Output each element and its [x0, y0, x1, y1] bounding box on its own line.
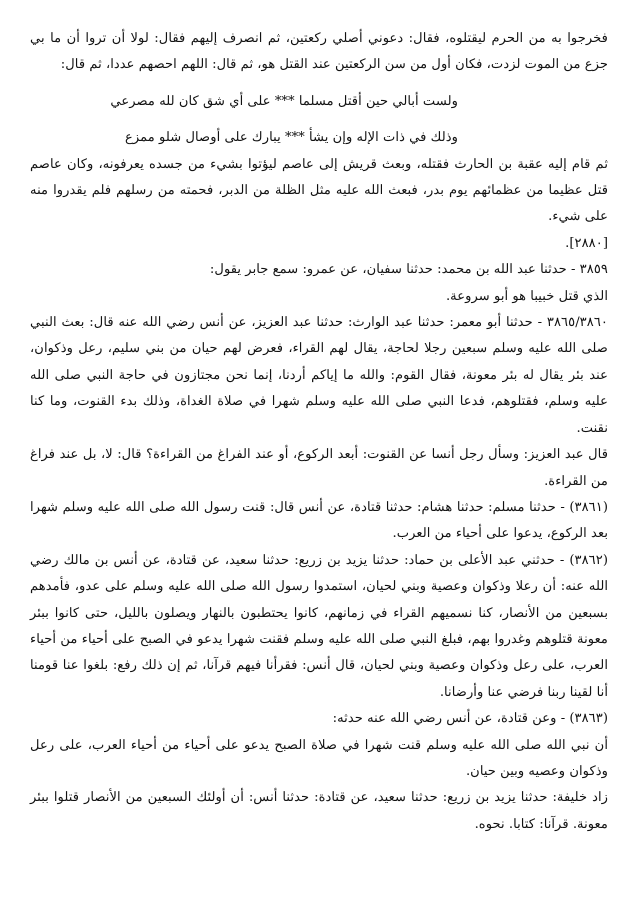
- poem-verse: وذلك في ذات الإله وإن يشأ *** يبارك على أوصال شلو ممزع: [125, 130, 458, 146]
- hadith-paragraph: قال عبد العزيز: وسأل رجل أنسا عن القنوت: أبعد الركوع، أو عند الفراغ من القراءة؟ قال: لا، بل عند فراغ من القراءة.: [30, 447, 608, 489]
- hadith-matn: أن نبي الله صلى الله عليه وسلم قنت شهرا في صلاة الصبح يدعو على أحياء من أحياء العرب، على رعل وذكوان وعصيه وبين حيان.: [30, 737, 608, 779]
- poem-verse: ولست أبالي حين أقتل مسلما *** على أي شق كان لله مصرعي: [110, 93, 458, 109]
- hadith-paragraph: (٣٨٦١) - حدثنا مسلم: حدثنا هشام: حدثنا قتادة، عن أنس قال: قنت رسول الله صلى الله عليه وسلم شهرا بعد الركوع، يدعوا على أحياء من العرب.: [30, 499, 608, 542]
- hadith-isnad: (٣٨٦٣) - وعن قتادة، عن أنس رضي الله عنه حدثه:: [332, 711, 608, 727]
- cross-reference-number: [٢٨٨٠].: [565, 235, 608, 251]
- paragraph-prose: ثم قام إليه عقبة بن الحارث فقتله، وبعث قريش إلى عاصم ليؤتوا بشيء من جسده يعرفونه، وكان عاصم قتل عظيما من عظمائهم يوم بدر، فبعث الله عليه مثل الظلة من الدبر، فحمته من رسلهم فلم يقدروا منه على شيء.: [30, 156, 608, 225]
- hadith-paragraph: (٣٨٦٢) - حدثني عبد الأعلى بن حماد: حدثنا يزيد بن زريع: حدثنا سعيد، عن قتادة، عن أنس بن مالك رضي الله عنه: أن رعلا وذكوان وعصية وبني لحيان، استمدوا رسول الله صلى الله عليه وسلم على عدو، فأمدهم بسبعين من الأنصار، كنا نسميهم القراء في زمانهم، كانوا يحتطبون بالنهار ويصلون بالليل، حتى كانوا ببئر معونة قتلوهم وغدروا بهم، فبلغ النبي صلى الله عليه وسلم فقنت شهرا يدعو في الصبح على أحياء من أحياء العرب، على رعل وذكوان وعصية وبني لحيان، قال أنس: فقرأنا فيهم قرآنا، ثم إن ذلك رفع: بلغوا عنا قومنا أنا لقينا ربنا فرضي عنا وأرضانا.: [30, 552, 608, 700]
- hadith-matn: الذي قتل خبيبا هو أبو سروعة.: [445, 288, 608, 304]
- hadith-paragraph: زاد خليفة: حدثنا يزيد بن زريع: حدثنا سعيد، عن قتادة: حدثنا أنس: أن أولئك السبعين من الأنصار قتلوا ببئر معونة. قرآنا: كتابا. نحوه.: [30, 790, 608, 832]
- hadith-isnad: ٣٨٥٩ - حدثنا عبد الله بن محمد: حدثنا سفيان، عن عمرو: سمع جابر يقول:: [209, 262, 608, 278]
- paragraph-prose: فخرجوا به من الحرم ليقتلوه، فقال: دعوني أصلي ركعتين، ثم انصرف إليهم فقال: لولا أن تروا أن ما بي جزع من الموت لزدت، فكان أول من سن الركعتين عند القتل هو، ثم قال: اللهم احصهم عددا، ثم قال:: [30, 31, 608, 73]
- hadith-paragraph: ٣٨٦٥/٣٨٦٠ - حدثنا أبو معمر: حدثنا عبد الوارث: حدثنا عبد العزيز، عن أنس رضي الله عنه قال: بعث النبي صلى الله عليه وسلم سبعين رجلا لحاجة، يقال لهم القراء، فعرض لهم حيان من بني سليم، رعل وذكوان، عند بئر يقال له بئر معونة، فقال القوم: والله ما إياكم أردنا، إنما نحن مجتازون في حاجة النبي صلى الله عليه وسلم، فقتلوهم، فدعا النبي صلى الله عليه وسلم شهرا في صلاة الغداة، وذلك بدء القنوت، وما كنا نقنت.: [30, 315, 608, 436]
